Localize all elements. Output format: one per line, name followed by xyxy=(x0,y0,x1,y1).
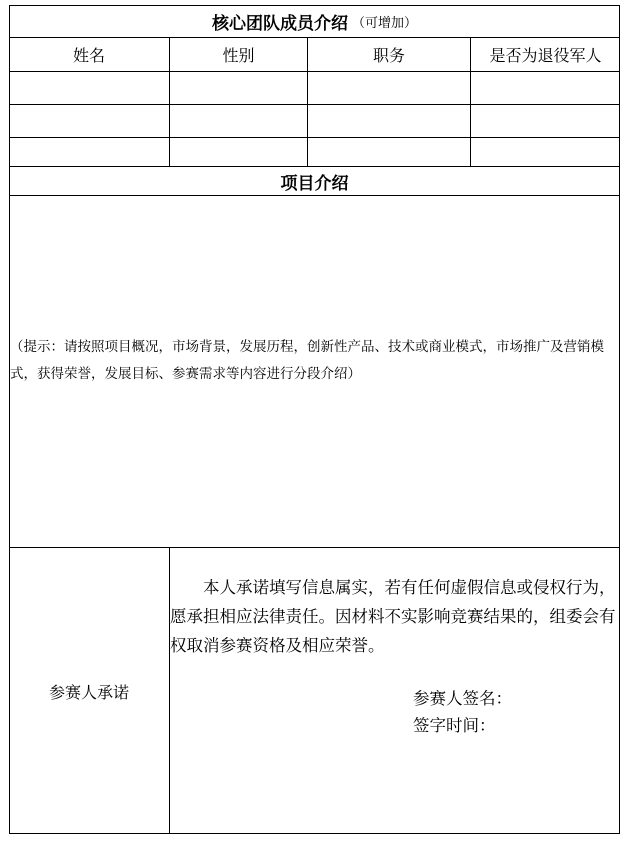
pledge-statement xyxy=(170,573,618,660)
signature-label[interactable]: 参赛人签名： xyxy=(413,689,512,708)
row-divider xyxy=(9,195,620,196)
pledge-label: 参赛人承诺 xyxy=(48,682,129,702)
header-name: 姓名 xyxy=(72,46,105,65)
member-position-cell[interactable] xyxy=(308,72,470,104)
member-veteran-cell[interactable] xyxy=(471,105,619,137)
member-name-cell[interactable] xyxy=(10,138,169,166)
member-veteran-cell[interactable] xyxy=(471,72,619,104)
member-gender-cell[interactable] xyxy=(170,138,307,166)
header-gender: 性别 xyxy=(222,46,255,65)
member-name-cell[interactable] xyxy=(10,105,169,137)
member-position-cell[interactable] xyxy=(308,105,470,137)
signature-date-label[interactable]: 签字时间： xyxy=(413,716,496,735)
header-veteran: 是否为退役军人 xyxy=(489,46,602,65)
member-veteran-cell[interactable] xyxy=(471,138,619,166)
team-title-cell xyxy=(9,5,620,37)
project-title: 项目介绍 xyxy=(280,173,349,194)
header-position: 职务 xyxy=(372,46,405,65)
member-gender-cell[interactable] xyxy=(170,72,307,104)
member-position-cell[interactable] xyxy=(308,138,470,166)
member-name-cell[interactable] xyxy=(10,72,169,104)
pledge-text: 本人承诺填写信息属实，若有任何虚假信息或侵权行为，愿承担相应法律责任。因材料不实影响竞赛结果的，组委会有权取消参赛资格及相应荣誉。 xyxy=(170,578,616,655)
project-hint[interactable]: （提示：请按照项目概况，市场背景，发展历程，创新性产品、技术或商业模式，市场推广及营销模式，获得荣誉，发展目标、参赛需求等内容进行分段介绍） xyxy=(10,339,604,382)
team-title-note: （可增加） xyxy=(351,15,417,31)
member-gender-cell[interactable] xyxy=(170,105,307,137)
team-title: 核心团队成员介绍 xyxy=(211,13,348,34)
